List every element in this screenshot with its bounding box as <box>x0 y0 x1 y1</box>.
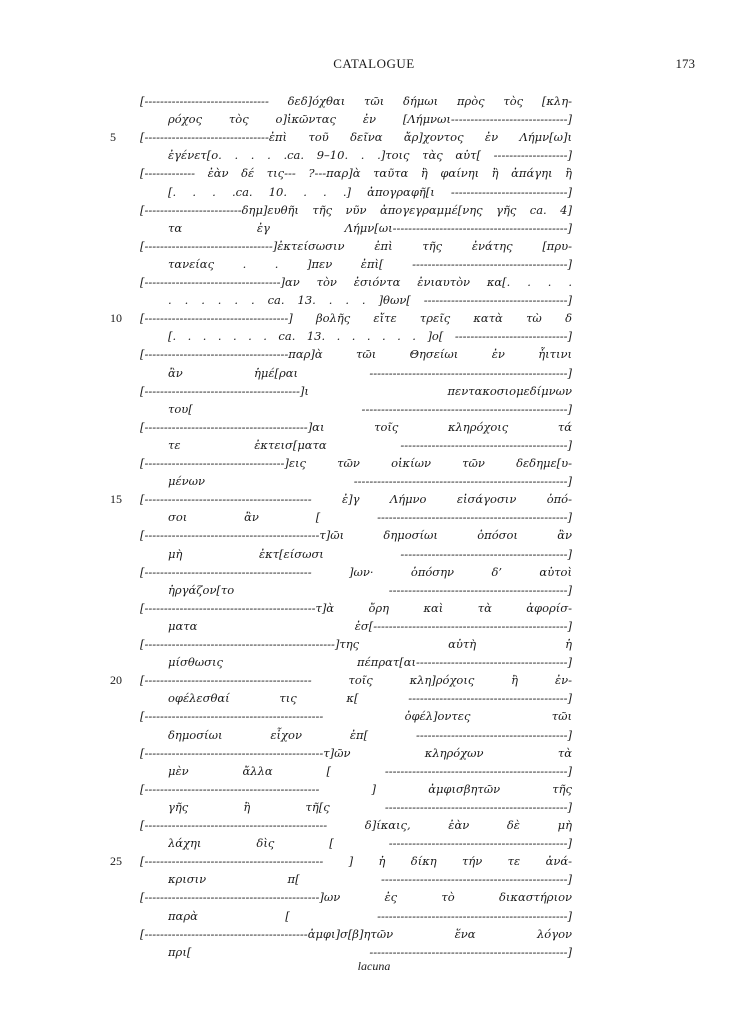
text-line-content: ματα ἐσ[--------------------------------------------------] <box>168 618 572 633</box>
text-line-content: δημοσίωι εἶχον ἐπ[ ---------------------------------------] <box>168 727 572 742</box>
text-line <box>168 219 572 237</box>
text-line-content: σοι ἂν [ -------------------------------------------------] <box>168 510 572 525</box>
text-line-content: [-------------------------------- δεδ]όχθαι τῶι δήμωι πρὸς τὸς [κλη- <box>140 94 572 108</box>
text-line <box>168 364 572 382</box>
text-line <box>168 653 572 671</box>
text-line-content: [---------------------------------------------- ὀφέλ]οντες τῶι <box>140 709 572 724</box>
text-line <box>168 907 572 925</box>
text-line <box>140 744 572 762</box>
text-line <box>140 418 572 436</box>
line-number: 15 <box>110 492 122 507</box>
text-line <box>168 436 572 454</box>
text-line-content: γῆς ἢ τῆ[ς -----------------------------------------------] <box>168 799 572 814</box>
text-line <box>140 526 572 544</box>
text-line-content: μὲν ἄλλα [ -----------------------------------------------] <box>168 763 572 778</box>
text-line <box>140 382 572 400</box>
text-line-content: [--------------------------------------------τ]ὰ ὄρη καὶ τὰ ἀφορίσ- <box>140 600 572 615</box>
text-line-content: [---------------------------------]ἐκτείσωσιν ἐπὶ τῆς ἐνάτης [πρυ- <box>140 238 572 253</box>
text-line-content: [------------------------------------------- ἐ]γ Λήμνο εἰσάγοσιν ὁπό- <box>140 492 572 507</box>
text-line-content: [. . . . . . . ca. 13. . . . . . . ]ο[ -----------------------------] <box>168 329 572 344</box>
text-line-content: λάχηι δὶς [ ----------------------------------------------] <box>168 836 572 851</box>
text-line <box>168 183 572 201</box>
text-line <box>140 852 572 870</box>
page-number: 173 <box>675 56 695 71</box>
text-line <box>140 816 572 834</box>
text-line-content: τανείας . . ]πεν ἐπὶ[ ----------------------------------------] <box>168 256 572 271</box>
text-line <box>168 798 572 816</box>
text-line-content: [. . . .ca. 10. . . .] ἀπογραφῆ[ι ------------------------------] <box>168 184 572 199</box>
text-line-content: [---------------------------------------------- ] ἡ δίκη τήν τε ἀνά- <box>140 854 572 869</box>
text-line <box>168 110 572 128</box>
text-line <box>168 834 572 852</box>
text-line <box>168 870 572 888</box>
text-line-content: [------------------------------------------]αι τοῖς κληρόχοις τά <box>140 419 572 434</box>
text-line-content: πρι[ ---------------------------------------------------] <box>168 944 572 959</box>
text-line-content: μίσθωσις πέπρατ[αι---------------------------------------] <box>168 655 572 670</box>
text-line-content: [----------------------------------------------- δ]ίκαις, ἐὰν δὲ μὴ <box>140 818 572 832</box>
text-line-content: [-------------------------------------] βολῆς εἴτε τρεῖς κατὰ τὼ δ <box>140 311 572 326</box>
text-line <box>168 943 572 961</box>
text-line-content: [------------------------------------]εις τῶν οἰκίων τῶν δεδημε[υ- <box>140 456 572 470</box>
text-line <box>140 888 572 906</box>
text-line-content: του[ -----------------------------------------------------] <box>168 401 572 416</box>
text-line-content: [---------------------------------------------τ]ῶι δημοσίωι ὁπόσοι ἂν <box>140 528 572 543</box>
text-line <box>140 599 572 617</box>
text-line <box>168 327 572 345</box>
text-line-content: [--------------------------------ἐπὶ τοῦ δεῖνα ἄρ]χοντος ἐν Λήμν[ω]ι <box>140 130 572 145</box>
text-line-content: ρόχος τὸς ο]ἰκῶντας ἐν [Λήμνωι------------------------------] <box>168 112 572 127</box>
text-line-content: κρισιν π[ ------------------------------------------------] <box>168 872 572 887</box>
text-line-content: μὴ ἐκτ[είσωσι -------------------------------------------] <box>168 546 572 561</box>
text-line <box>140 707 572 725</box>
text-line-content: παρὰ [ -------------------------------------------------] <box>168 908 572 923</box>
text-line <box>168 617 572 635</box>
text-line <box>168 545 572 563</box>
text-line <box>168 255 572 273</box>
text-line-content: [-------------------------------------παρ]ὰ τῶι Θησείωι ἐν ἧιτινι <box>140 347 572 362</box>
text-line <box>140 635 572 653</box>
text-line <box>140 780 572 798</box>
text-line-content: [---------------------------------------------]ων ἐς τὸ δικαστήριον <box>140 890 572 905</box>
text-line-content: [-------------------------δημ]ευθῆι τῆς νῦν ἀπογεγραμμέ[νης γῆς ca. 4] <box>140 202 572 217</box>
text-line-content: [------------------------------------------ἀμφι]σ[β]ητῶν ἕνα λόγον <box>140 926 572 941</box>
text-line-content: τα ἐγ Λήμν[ωι---------------------------------------------] <box>168 220 572 235</box>
text-line <box>168 508 572 526</box>
text-line <box>140 309 572 327</box>
text-line <box>168 291 572 309</box>
text-line-content: ἠργάζον[το ----------------------------------------------] <box>168 582 572 597</box>
text-line <box>140 237 572 255</box>
text-line-content: [----------------------------------------]ι πεντακοσιομεδίμνων <box>140 383 572 398</box>
text-line <box>168 146 572 164</box>
text-line <box>140 201 572 219</box>
text-line-content: [------------- ἐὰν δέ τις--- ?---παρ]ὰ ταῦτα ἢ φαίνηι ἢ ἀπάγηι ἢ <box>140 166 572 181</box>
text-line <box>140 671 572 689</box>
line-number: 25 <box>110 854 122 869</box>
text-line-content: τε ἐκτεισ[ματα -------------------------------------------] <box>168 437 572 452</box>
line-number: 5 <box>110 130 116 145</box>
text-line-content: [--------------------------------------------- ] ἀμφισβητῶν τῆς <box>140 781 572 796</box>
running-title: CATALOGUE <box>333 56 415 71</box>
text-line <box>168 581 572 599</box>
text-line-content: [----------------------------------------------τ]ῶν κληρόχων τὰ <box>140 745 572 760</box>
text-line-content: ἂν ἡμέ[ραι ---------------------------------------------------] <box>168 365 572 380</box>
text-line-content: ἐγένετ[ο. . . . .ca. 9–10. . .]τοις τὰς αὐτ[ -------------------] <box>168 148 572 163</box>
text-line <box>140 454 572 472</box>
running-header <box>0 56 748 72</box>
text-line <box>140 128 572 146</box>
text-line <box>140 164 572 182</box>
text-line <box>168 400 572 418</box>
text-line <box>140 925 572 943</box>
text-line-content: οφέλεσθαί τις κ[ -----------------------------------------] <box>168 691 572 706</box>
text-line <box>168 689 572 707</box>
text-line <box>140 563 572 581</box>
text-line-content: [-----------------------------------]αν τὸν ἐσιόντα ἐνιαυτὸν κα[. . . . <box>140 275 572 289</box>
text-line-content: [-------------------------------------------------]της αὐτὴ ἡ <box>140 637 572 651</box>
text-line <box>140 345 572 363</box>
text-line-content: [------------------------------------------- ]ων· ὁπόσην δ’ αὐτοὶ <box>140 564 572 579</box>
text-line <box>140 92 572 110</box>
text-line <box>168 762 572 780</box>
line-number: 20 <box>110 673 122 688</box>
text-line-content: . . . . . . ca. 13. . . . ]θων[ -------------------------------------] <box>168 293 572 308</box>
text-line <box>168 726 572 744</box>
lacuna-note: lacuna <box>357 959 391 973</box>
text-line <box>140 273 572 291</box>
text-line <box>140 490 572 508</box>
text-line-content: μένων -------------------------------------------------------] <box>168 474 572 489</box>
text-line <box>168 472 572 490</box>
text-line-content: [------------------------------------------- τοῖς κλη]ρόχοις ἢ ἐν- <box>140 673 572 688</box>
line-number: 10 <box>110 311 122 326</box>
